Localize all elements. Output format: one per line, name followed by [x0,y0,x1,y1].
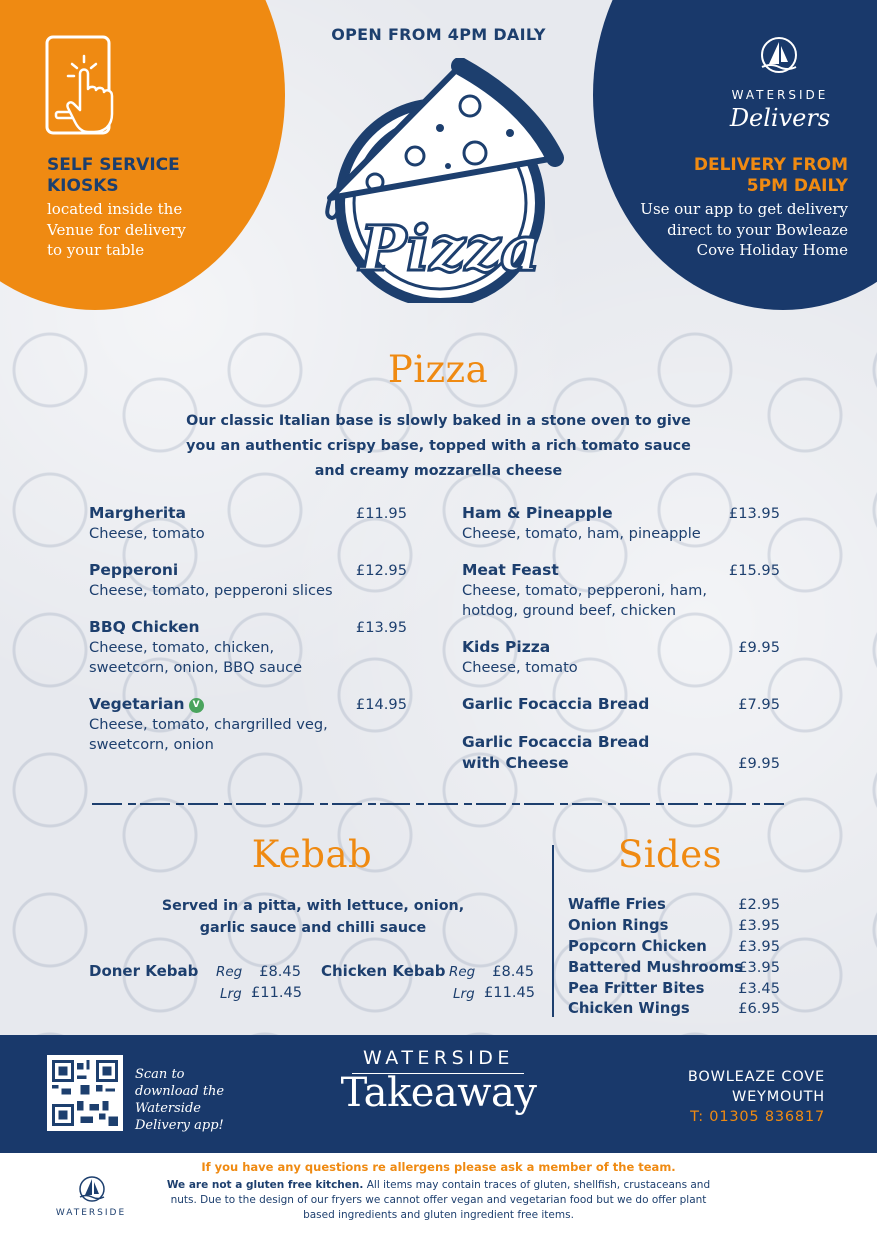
item-price: £15.95 [728,562,780,579]
item-price: £9.95 [738,639,780,656]
qr-code[interactable] [47,1055,123,1131]
item-name: Kids Pizza [462,638,551,656]
menu-item-meat-feast [462,560,724,621]
kiosk-text: located inside the Venue for delivery to your table [47,200,186,259]
kebab-size-label: Lrg [220,986,242,1002]
vegetarian-badge-icon: V [189,698,204,713]
item-desc: Cheese, tomato, pepperoni slices [89,582,333,599]
menu-item-kids-pizza [462,637,724,678]
item-price: £12.95 [355,562,407,579]
kebab-size-label: Reg [449,964,476,980]
sides-section-title: Sides [617,833,723,876]
item-price: £14.95 [355,696,407,713]
waterside-logo-text: WATERSIDE [55,1208,127,1218]
kiosk-title: SELF SERVICE KIOSKS [47,155,180,196]
address-line2: WEYMOUTH [731,1089,825,1105]
item-price: £9.95 [738,755,780,772]
kebab-item-name: Doner Kebab [89,962,199,980]
item-name: Vegetarian [89,695,185,713]
footer-address [640,1067,825,1127]
menu-item-garlic-focaccia [462,694,724,715]
kebab-price: £8.45 [259,963,301,980]
side-item-name: Chicken Wings [568,1000,690,1017]
item-desc: Cheese, tomato, chargrilled veg, sweetcorn, onion [89,716,328,753]
pizza-intro: Our classic Italian base is slowly baked in a stone oven to give you an authentic crispy base, topped with a rich tomato sauce and creamy mozzarella cheese [186,413,691,479]
side-item-price: £2.95 [738,896,780,913]
kebab-price: £8.45 [492,963,534,980]
delivery-title: DELIVERY FROM 5PM DAILY [693,155,848,196]
menu-item-vegetarian [89,694,349,755]
side-item-name: Battered Mushrooms [568,959,743,976]
side-item-price: £3.45 [738,980,780,997]
allergen-body: All items may contain traces of gluten, shellfish, crustaceans and nuts. Due to the design of our fryers we cannot offer vegan and vegetarian food but we do offer plant based ingredients and gluten ingredient free items. [170,1179,711,1221]
phone-number[interactable]: T: 01305 836817 [690,1109,825,1125]
item-price: £13.95 [355,619,407,636]
item-name: Garlic Focaccia Bread with Cheese [462,733,650,772]
menu-item-garlic-focaccia-cheese [462,732,724,774]
item-desc: Cheese, tomato, ham, pineapple [462,525,701,542]
kebab-intro: Served in a pitta, with lettuce, onion, garlic sauce and chilli sauce [161,898,465,936]
qr-code-icon [52,1060,118,1126]
side-item-name: Pea Fritter Bites [568,980,705,997]
open-banner: OPEN FROM 4PM DAILY [331,25,546,44]
item-desc: Cheese, tomato [89,525,205,542]
qr-text: Scan to download the Waterside Delivery app! [135,1067,225,1133]
item-desc: Cheese, tomato, pepperoni, ham, hotdog, ground beef, chicken [462,582,707,619]
item-name: Meat Feast [462,561,559,579]
kebab-section-title: Kebab [251,833,373,876]
waterside-logo-icon [72,1175,112,1205]
menu-item-bbq-chicken [89,617,339,678]
side-item-name: Popcorn Chicken [568,938,707,955]
section-divider [92,803,784,805]
side-item-price: £6.95 [738,1000,780,1017]
kebab-price: £11.45 [251,984,303,1001]
touch-kiosk-icon [44,34,130,138]
delivery-text: Use our app to get delivery direct to your Bowleaze Cove Holiday Home [640,200,848,259]
allergen-title: If you have any questions re allergens please ask a member of the team. [201,1160,676,1174]
kebab-price: £11.45 [484,984,536,1001]
pizza-slice-logo [310,58,570,303]
allergen-text [160,1178,717,1223]
item-name: Margherita [89,504,186,522]
item-name: Garlic Focaccia Bread [462,695,650,713]
address-line1: BOWLEAZE COVE [687,1069,825,1085]
item-name: Pepperoni [89,561,179,579]
kebab-size-label: Reg [216,964,243,980]
side-item-name: Waffle Fries [568,896,666,913]
side-item-price: £3.95 [738,938,780,955]
item-desc: Cheese, tomato, chicken, sweetcorn, onion, BBQ sauce [89,639,303,676]
item-price: £7.95 [738,696,780,713]
menu-item-pepperoni [89,560,359,601]
side-item-price: £3.95 [738,917,780,934]
kebab-size-label: Lrg [453,986,475,1002]
menu-item-ham-pineapple [462,503,732,544]
footer-brand-top: WATERSIDE [363,1047,514,1069]
delivers-brand: WATERSIDE [731,88,829,102]
menu-item-margherita [89,503,359,544]
side-item-price: £3.95 [738,959,780,976]
item-desc: Cheese, tomato [462,659,578,676]
allergen-bold: We are not a gluten free kitchen. [166,1179,364,1191]
item-price: £11.95 [355,505,407,522]
sailboat-logo-icon [756,36,802,78]
item-name: BBQ Chicken [89,618,200,636]
footer-brand-main: Takeaway [340,1070,537,1116]
delivers-script: Delivers [729,104,831,132]
pizza-section-title: Pizza [387,348,489,391]
side-item-name: Onion Rings [568,917,669,934]
pizza-logo-text: Pizza [359,212,541,285]
kebab-item-name: Chicken Kebab [321,962,446,980]
item-price: £13.95 [728,505,780,522]
column-divider [552,845,554,1017]
item-name: Ham & Pineapple [462,504,613,522]
